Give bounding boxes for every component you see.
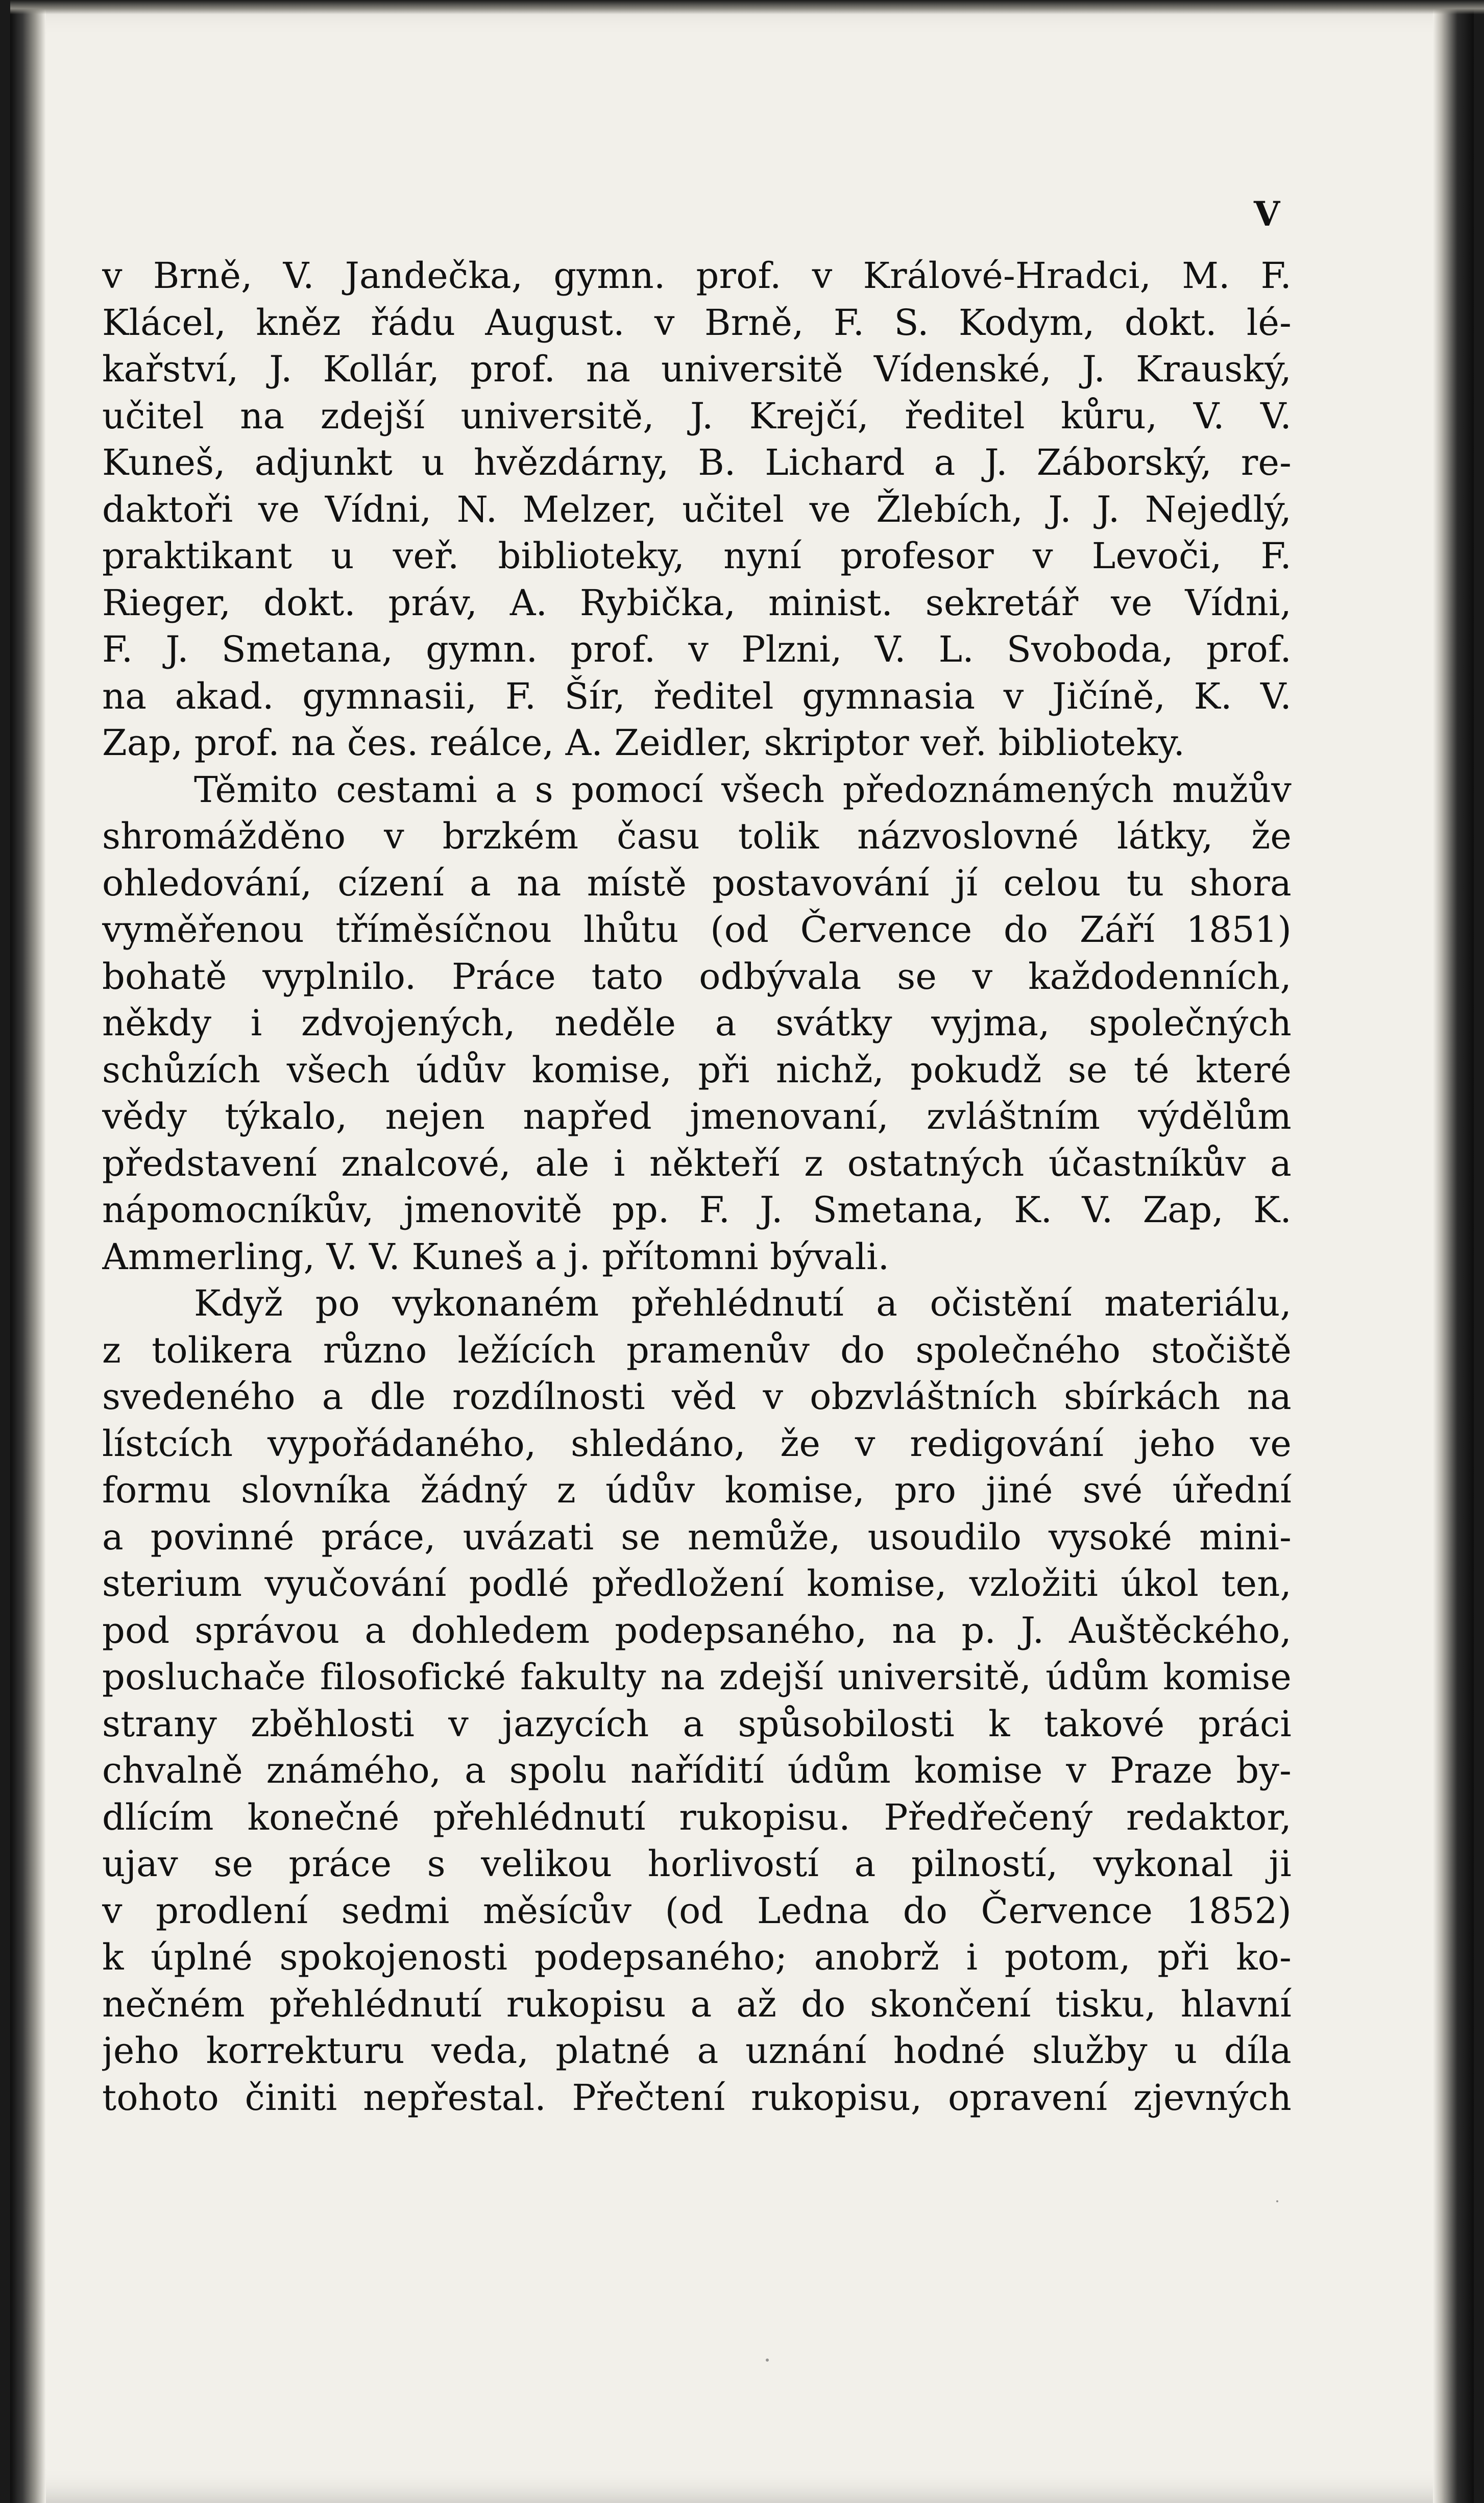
text-line: Ammerling, V. V. Kuneš a j. přítomni bývali. bbox=[102, 1235, 890, 1278]
text-line: ujav se práce s velikou horlivostí a pilností, vykonal ji bbox=[102, 1843, 1292, 1885]
text-line: posluchače filosofické fakulty na zdejší universitě, údům komise bbox=[102, 1656, 1292, 1698]
page-top-edge-shadow bbox=[10, 0, 1484, 14]
text-line: formu slovníka žádný z údův komise, pro jiné své úřední bbox=[102, 1469, 1292, 1511]
text-line: Kuneš, adjunkt u hvězdárny, B. Lichard a J. Záborský, re- bbox=[102, 442, 1292, 483]
text-line: nápomocníkův, jmenovitě pp. F. J. Smetana, K. V. Zap, K. bbox=[102, 1189, 1292, 1231]
text-line: představení znalcové, ale i někteří z ostatných účastníkův a bbox=[102, 1142, 1292, 1184]
page-number: V bbox=[1254, 194, 1280, 234]
page bbox=[10, 0, 1474, 2503]
text-line: bohatě vyplnilo. Práce tato odbývala se v každodenních, bbox=[102, 955, 1292, 998]
page-right-edge-shadow bbox=[1433, 0, 1474, 2503]
text-line: Rieger, dokt. práv, A. Rybička, minist. sekretář ve Vídni, bbox=[102, 581, 1292, 624]
text-line: lístcích vypořádaného, shledáno, že v redigování jeho ve bbox=[102, 1422, 1292, 1465]
text-line: dlícím konečné přehlédnutí rukopisu. Předřečený redaktor, bbox=[102, 1796, 1292, 1838]
text-line: tohoto činiti nepřestal. Přečtení rukopisu, opravení zjevných bbox=[102, 2076, 1292, 2119]
text-line: Klácel, kněz řádu August. v Brně, F. S. Kodym, dokt. lé- bbox=[102, 301, 1292, 344]
text-line: na akad. gymnasii, F. Šír, ředitel gymnasia v Jičíně, K. V. bbox=[102, 675, 1292, 717]
text-line: ohledování, cízení a na místě postavování jí celou tu shora bbox=[102, 862, 1292, 904]
text-line: schůzích všech údův komise, při nichž, pokudž se té které bbox=[102, 1049, 1292, 1091]
text-line: pod správou a dohledem podepsaného, na p. J. Auštěckého, bbox=[102, 1609, 1292, 1651]
text-line: Zap, prof. na čes. reálce, A. Zeidler, skriptor veř. biblioteky. bbox=[102, 722, 1185, 764]
text-line: sterium vyučování podlé předložení komise, vzložiti úkol ten, bbox=[102, 1563, 1292, 1605]
page-left-edge-shadow bbox=[10, 0, 46, 2503]
text-line: nečném přehlédnutí rukopisu a až do skončení tisku, hlavní bbox=[102, 1983, 1292, 2025]
text-line: jeho korrekturu veda, platné a uznání hodné služby u díla bbox=[102, 2030, 1292, 2072]
body-text bbox=[102, 253, 1292, 2121]
text-line: k úplné spokojenosti podepsaného; anobrž i potom, při ko- bbox=[102, 1936, 1292, 1978]
text-line: strany zběhlosti v jazycích a spůsobilosti k takové práci bbox=[102, 1703, 1292, 1745]
text-line: v Brně, V. Jandečka, gymn. prof. v Králové-Hradci, M. F. bbox=[102, 255, 1292, 297]
text-line: a povinné práce, uvázati se nemůže, usoudilo vysoké mini- bbox=[102, 1516, 1292, 1558]
text-line: kařství, J. Kollár, prof. na universitě Vídenské, J. Krauský, bbox=[102, 348, 1292, 390]
paragraph-start-line: Když po vykonaném přehlédnutí a očistění materiálu, bbox=[194, 1282, 1292, 1324]
text-line: praktikant u veř. biblioteky, nyní profesor v Levoči, F. bbox=[102, 535, 1292, 577]
text-line: daktoři ve Vídni, N. Melzer, učitel ve Žlebích, J. J. Nejedlý, bbox=[102, 488, 1292, 530]
text-line: vědy týkalo, nejen napřed jmenovaní, zvláštním výdělům bbox=[102, 1096, 1292, 1137]
print-speck bbox=[1276, 2200, 1278, 2202]
text-line: shromážděno v brzkém času tolik názvoslovné látky, že bbox=[102, 815, 1292, 857]
text-line: někdy i zdvojených, neděle a svátky vyjma, společných bbox=[102, 1002, 1292, 1044]
print-speck bbox=[766, 2359, 769, 2362]
text-line: chvalně známého, a spolu nařídití údům komise v Praze by- bbox=[102, 1749, 1292, 1791]
paragraph-start-line: Těmito cestami a s pomocí všech předoznámených mužův bbox=[194, 768, 1292, 811]
text-line: F. J. Smetana, gymn. prof. v Plzni, V. L. Svoboda, prof. bbox=[102, 628, 1292, 670]
text-line: učitel na zdejší universitě, J. Krejčí, ředitel kůru, V. V. bbox=[102, 395, 1292, 437]
text-line: v prodlení sedmi měsícův (od Ledna do Července 1852) bbox=[102, 1889, 1292, 1932]
text-line: vyměřenou tříměsíčnou lhůtu (od Července do Září 1851) bbox=[102, 909, 1292, 951]
text-line: z tolikera různo ležících pramenův do společného stočiště bbox=[102, 1329, 1292, 1371]
text-line: svedeného a dle rozdílnosti věd v obzvláštních sbírkách na bbox=[102, 1376, 1292, 1418]
